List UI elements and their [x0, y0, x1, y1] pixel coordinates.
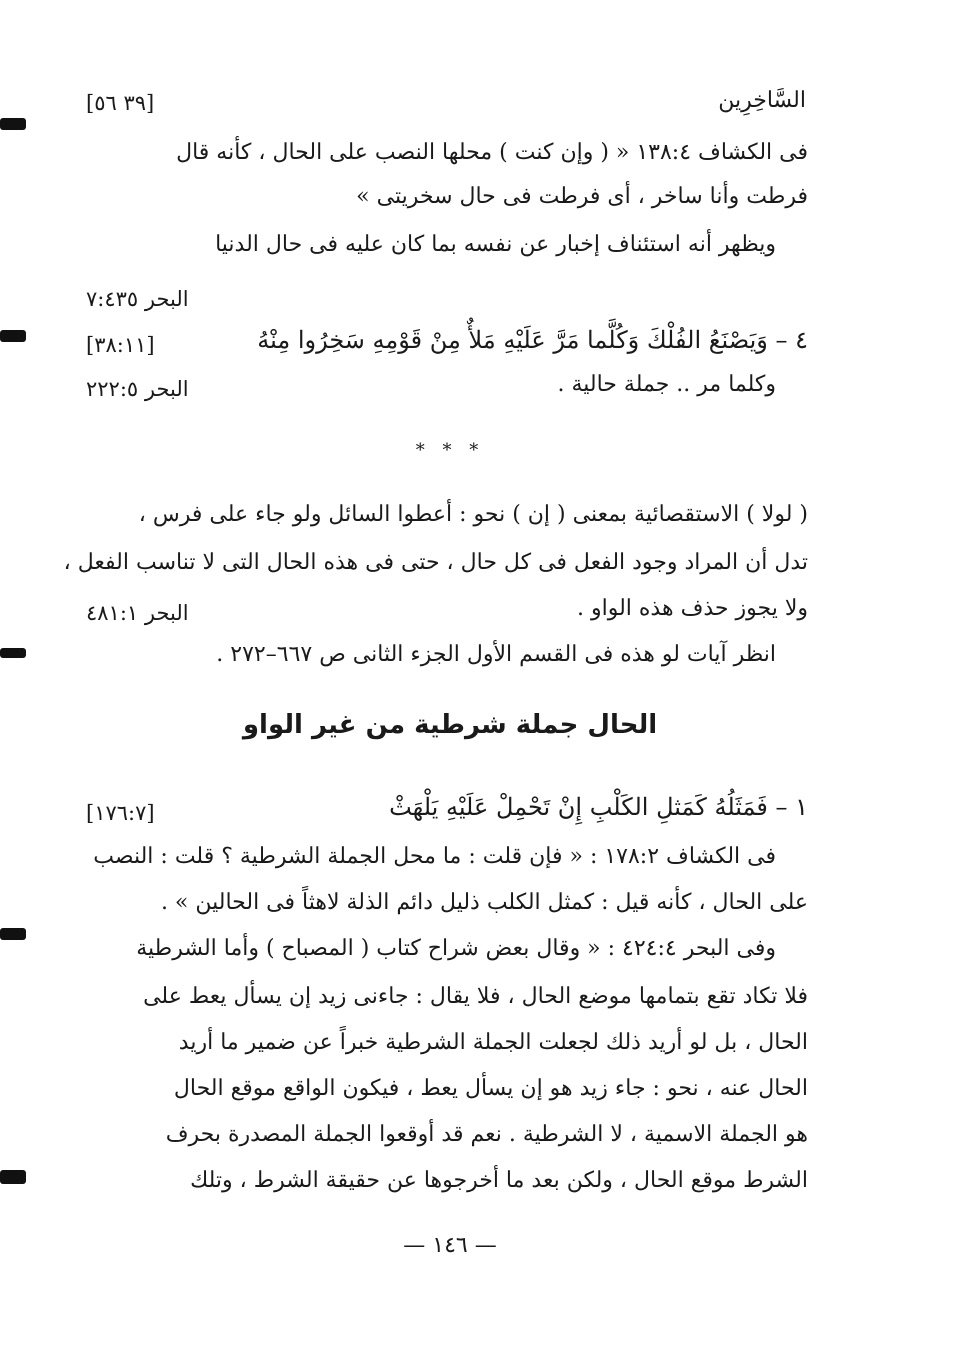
section-heading: الحال جملة شرطية من غير الواو — [242, 710, 658, 740]
text-line: وكلما مر .. جملة حالية . — [557, 372, 776, 397]
text-line: الشرط موقع الحال ، ولكن بعد ما أخرجوها عن حقيقة الشرط ، وتلك — [190, 1168, 808, 1193]
section-separator: * * * — [415, 440, 485, 461]
side-note: البحر ٤٨١:١ — [86, 601, 189, 625]
text-line: على الحال ، كأنه قيل : كمثل الكلب ذليل دائم الذلة لاهثاً فى الحالين » . — [160, 890, 808, 915]
scan-edge-mark — [0, 648, 26, 658]
page-number: — ١٤٦ — — [403, 1233, 497, 1258]
text-line: انظر آيات لو هذه فى القسم الأول الجزء الثانى ص ٦٦٧–٢٧٢ . — [216, 642, 776, 667]
text-line: تدل أن المراد وجود الفعل فى كل حال ، حتى فى هذه الحال التى لا تناسب الفعل ، — [63, 550, 808, 575]
scan-edge-mark — [0, 330, 26, 342]
quran-verse: ٤ – وَيَصْنَعُ الفُلْكَ وَكُلَّما مَرَّ عَلَيْهِ مَلأٌ مِنْ قَوْمِهِ سَخِرُوا مِنْهُ — [257, 326, 808, 354]
text-line: هو الجملة الاسمية ، لا الشرطية . نعم قد أوقعوا الجملة المصدرة بحرف — [165, 1122, 808, 1147]
text-line: ويظهر أنه استئناف إخبار عن نفسه بما كان عليه فى حال الدنيا — [215, 232, 776, 257]
header-word: السَّاخِرِين — [718, 88, 806, 113]
side-note: البحر ٧:٤٣٥ — [86, 287, 189, 311]
side-note: البحر ٢٢٢:٥ — [86, 377, 189, 401]
scan-edge-mark — [0, 928, 26, 940]
header-ref: [٣٩ ٥٦] — [86, 91, 155, 115]
text-line: ولا يجوز حذف هذه الواو . — [577, 596, 808, 621]
verse-ref: [٣٨:١١] — [86, 333, 155, 357]
scan-edge-mark — [0, 118, 26, 130]
scan-edge-mark — [0, 1170, 26, 1184]
text-line: فرطت وأنا ساخر ، أى فرطت فى حال سخريتى » — [356, 184, 808, 209]
text-line: وفى البحر ٤٢٤:٤ : « وقال بعض شراح كتاب ( المصباح ) وأما الشرطية — [136, 936, 776, 961]
text-line: الحال عنه ، نحو : جاء زيد هو إن يسأل يعط ، فيكون الواقع موقع الحال — [173, 1076, 808, 1101]
text-line: ( لولا ) الاستقصائية بمعنى ( إن ) نحو : أعطوا السائل ولو جاء على فرس ، — [138, 502, 808, 527]
text-line: فلا تكاد تقع بتمامها موضع الحال ، فلا يقال : جاءنى زيد إن يسأل يعط على — [143, 984, 808, 1009]
text-line: الحال ، بل لو أريد ذلك لجعلت الجملة الشرطية خبراً عن ضمير ما أريد — [178, 1030, 808, 1055]
text-line: فى الكشاف ١٣٨:٤ « ( وإن كنت ) محلها النصب على الحال ، كأنه قال — [176, 140, 808, 165]
text-line: فى الكشاف ١٧٨:٢ : « فإن قلت : ما محل الجملة الشرطية ؟ قلت : النصب — [93, 844, 776, 869]
quran-verse: ١ – فَمَثَلُهُ كَمَثلِ الكَلْبِ إِنْ تَحْمِلْ عَلَيْهِ يَلْهَثْ — [389, 793, 808, 821]
verse-ref: [١٧٦:٧] — [86, 801, 155, 825]
